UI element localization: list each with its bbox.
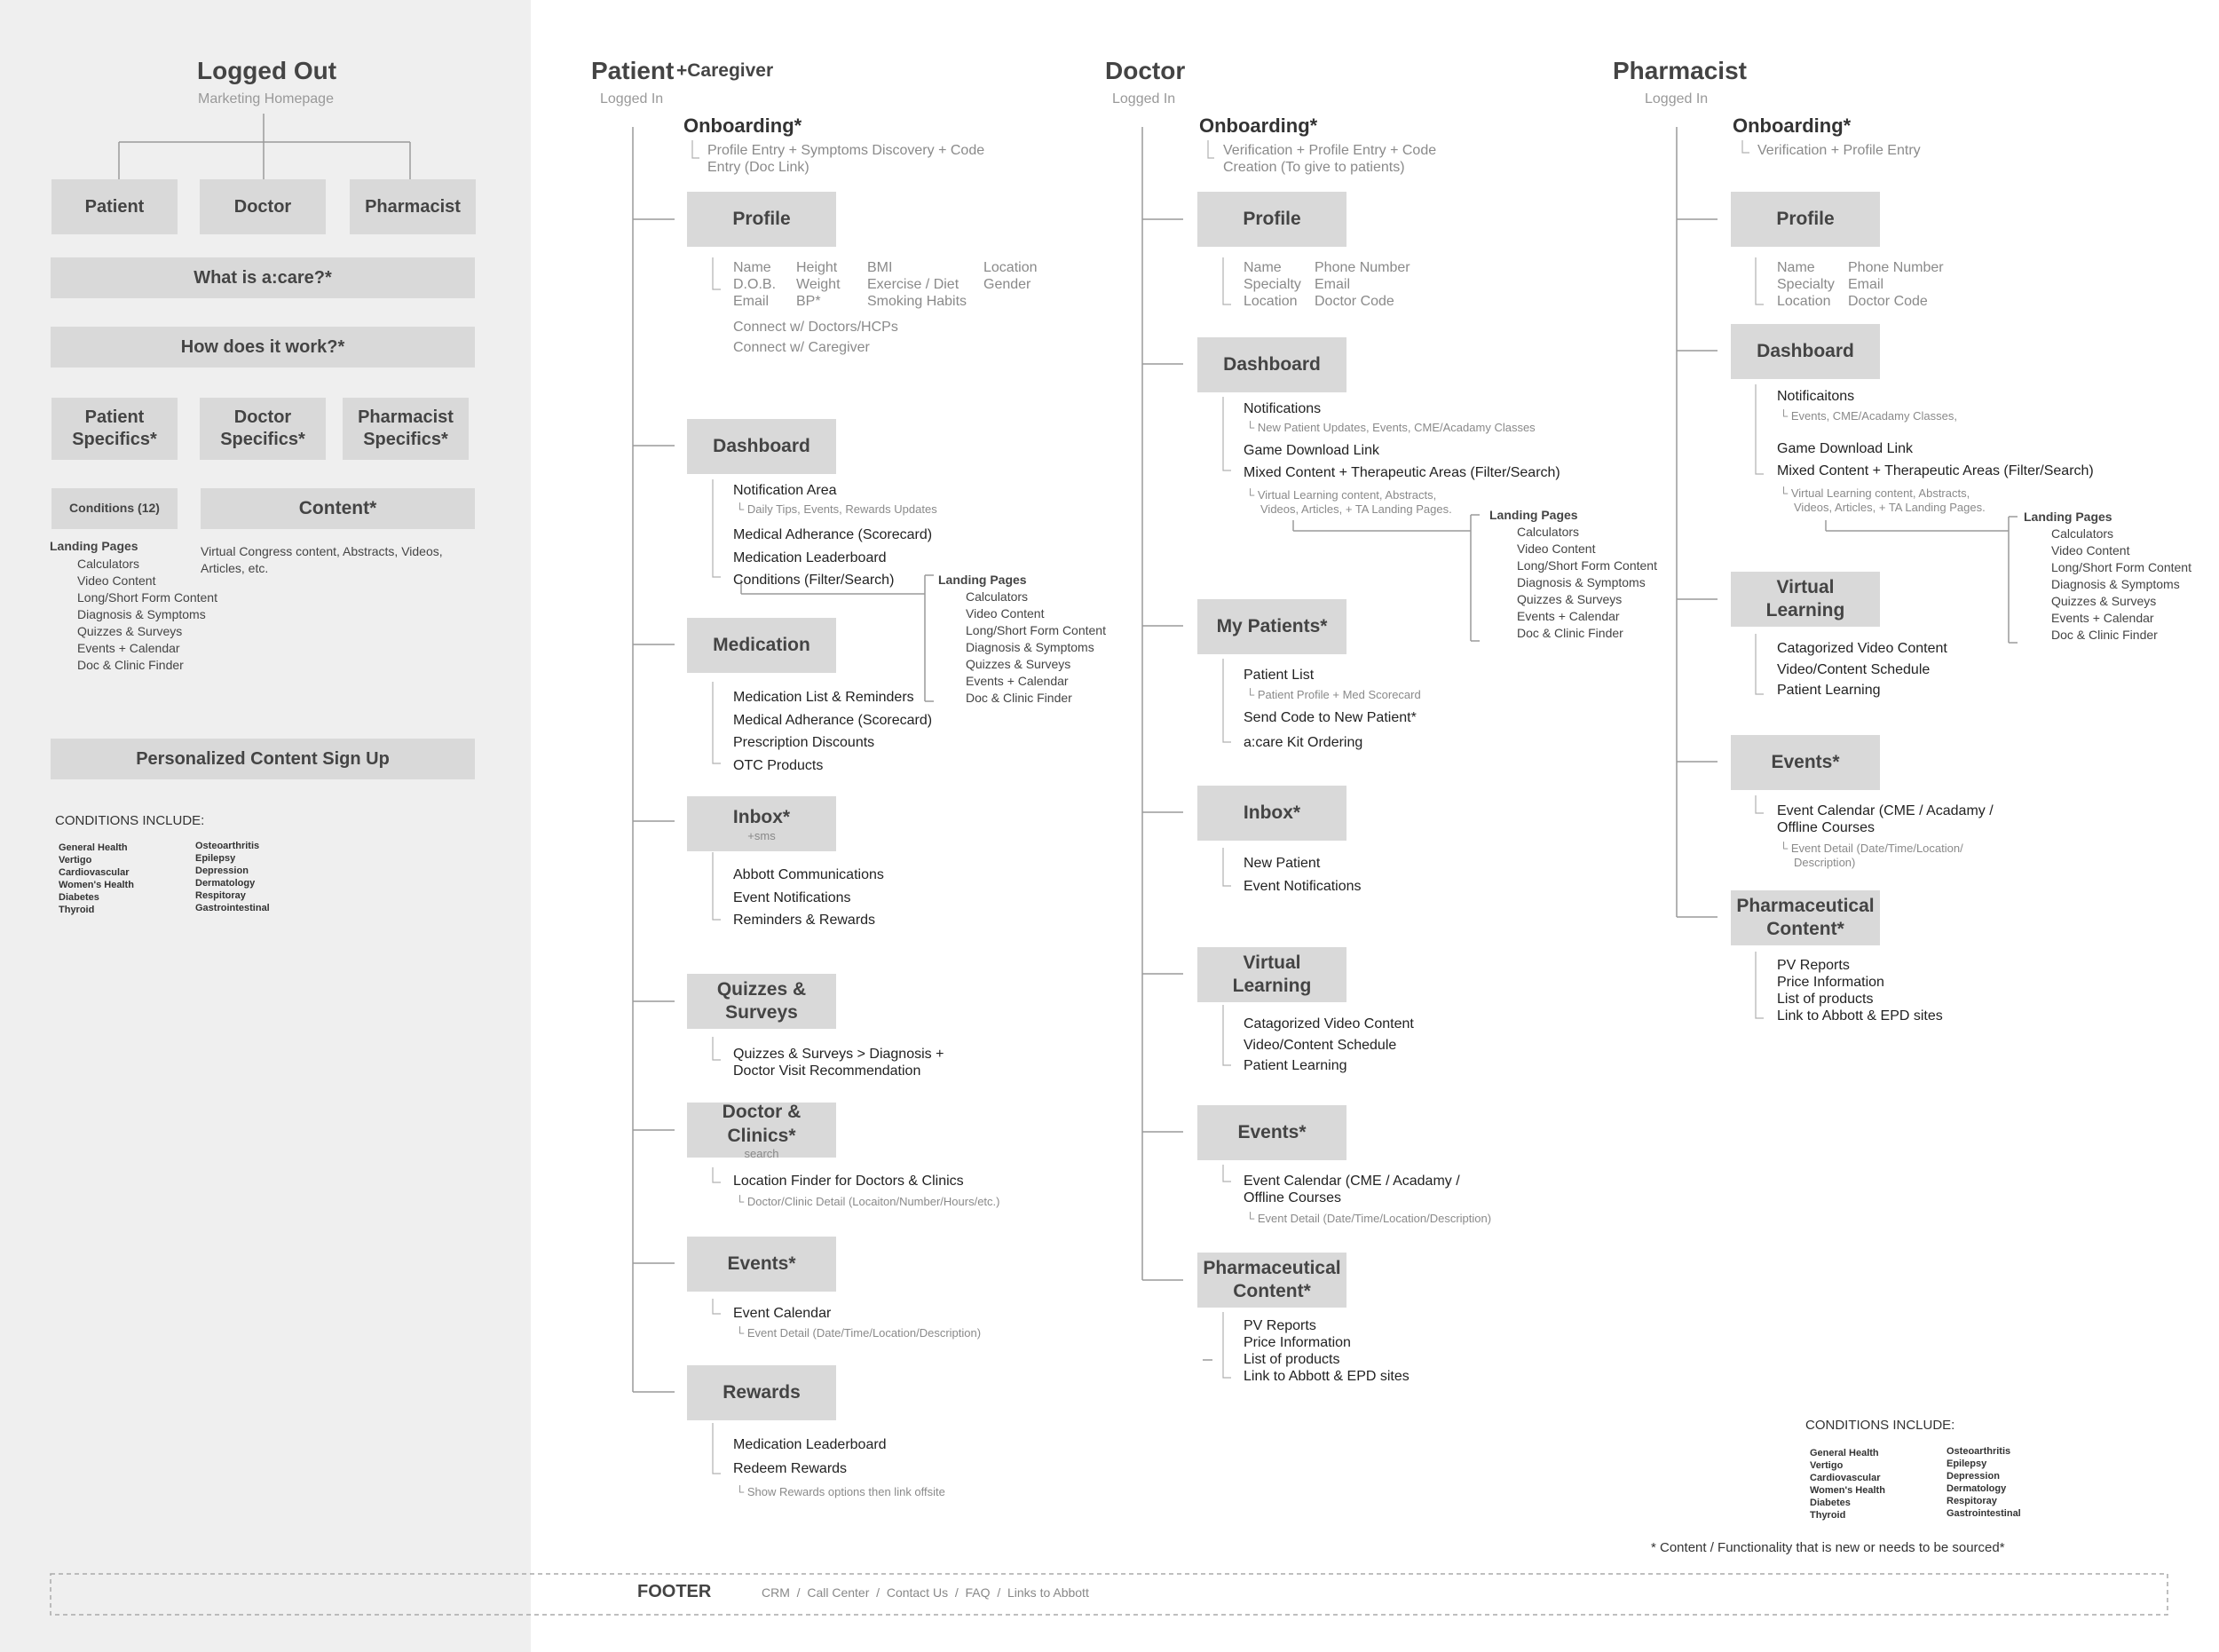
field-label: BMI	[867, 260, 893, 275]
connect-item[interactable]: Connect w/ Caregiver	[733, 340, 870, 355]
field-label: BP*	[796, 294, 821, 309]
pharmacist-game-link[interactable]: Game Download Link	[1777, 441, 1913, 456]
list-item[interactable]: Diagnosis & Symptoms	[2051, 577, 2180, 591]
pharmacist-virtual-node[interactable]	[1731, 572, 1880, 627]
patient-doc-detail: └ Doctor/Clinic Detail (Locaiton/Number/Hours/etc.)	[736, 1195, 1000, 1208]
doctor-kit-ordering[interactable]: a:care Kit Ordering	[1244, 735, 1363, 750]
lo-content-desc	[201, 543, 443, 577]
pharmacist-conditions-col1	[1810, 1447, 1885, 1522]
field-label: Location	[1244, 294, 1298, 309]
patient-onboarding[interactable]: Onboarding*	[683, 115, 802, 137]
desc-line: Creation (To give to patients)	[1223, 160, 1405, 175]
pharmacist-virtual-label-2: Learning	[1765, 600, 1845, 620]
patient-profile-col4	[983, 259, 1038, 293]
content-desc-line: Articles, etc.	[201, 561, 269, 575]
list-item[interactable]: Quizzes & Surveys	[77, 624, 183, 638]
patient-quizzes-label-1: Quizzes &	[716, 978, 807, 1000]
condition-item: Diabetes	[1810, 1498, 1851, 1508]
desc-line: Verification + Profile Entry + Code	[1223, 143, 1437, 158]
patient-profile-col1	[733, 259, 776, 310]
field-label: Gender	[983, 277, 1031, 292]
field-label: Specialty	[1244, 277, 1301, 292]
doctor-virtual-items	[1244, 1014, 1414, 1077]
list-item[interactable]: Medication Leaderboard	[733, 549, 887, 565]
pharmacist-pharma-label-1: Pharmaceutical	[1736, 895, 1875, 916]
desc-line: Entry (Doc Link)	[707, 160, 809, 175]
footer-link-crm[interactable]: CRM	[762, 1585, 790, 1600]
list-item[interactable]: Event Notifications	[733, 889, 851, 905]
patient-doctors-node[interactable]	[687, 1103, 836, 1158]
field-label: Weight	[796, 277, 841, 292]
patient-event-item[interactable]: Event Calendar	[733, 1306, 832, 1321]
field-label: Phone Number	[1315, 260, 1410, 275]
detail-line: Description)	[1794, 856, 1856, 869]
list-item[interactable]: Patient Learning	[1244, 1058, 1347, 1073]
field-label: Name	[1777, 260, 1815, 275]
doctor-mixed-content[interactable]: Mixed Content + Therapeutic Areas (Filter/Search)	[1244, 465, 1560, 480]
patient-connect	[733, 317, 898, 358]
field-label: Phone Number	[1848, 260, 1944, 275]
condition-item: General Health	[59, 842, 128, 853]
list-item[interactable]: Video Content	[1517, 541, 1596, 556]
field-label: Email	[1848, 277, 1884, 292]
lo-how-works-label: How does it work?*	[180, 336, 345, 357]
doctor-event-detail: └ Event Detail (Date/Time/Location/Description)	[1246, 1212, 1492, 1225]
footer-sep: /	[876, 1585, 880, 1600]
patient-reward-detail: └ Show Rewards options then link offsite	[736, 1485, 945, 1498]
lo-doctor-specifics-node[interactable]	[200, 398, 326, 460]
patient-inbox-items	[733, 864, 884, 932]
doctor-subtitle: Logged In	[1112, 91, 1176, 107]
condition-item: Gastrointestinal	[195, 903, 270, 913]
list-item[interactable]: Price Information	[1777, 975, 1884, 990]
doctor-title: Doctor	[1105, 57, 1186, 84]
lo-doctor-label: Doctor	[233, 196, 292, 217]
list-item[interactable]: Redeem Rewards	[733, 1461, 848, 1476]
condition-item: Cardiovascular	[59, 867, 130, 878]
list-item[interactable]: Abbott Communications	[733, 867, 884, 882]
doctor-dashboard-node[interactable]	[1197, 337, 1346, 392]
patient-landing-title: Landing Pages	[938, 573, 1027, 587]
patient-landing-list	[966, 589, 1106, 707]
list-item[interactable]: OTC Products	[733, 757, 824, 773]
lo-landing-title: Landing Pages	[50, 539, 138, 553]
list-item[interactable]: Patient Learning	[1777, 683, 1881, 698]
detail-line: └ Event Detail (Date/Time/Location/	[1780, 842, 1963, 855]
list-item[interactable]: Medication List & Reminders	[733, 690, 914, 705]
doctor-send-code[interactable]: Send Code to New Patient*	[1244, 710, 1417, 725]
list-item[interactable]: Catagorized Video Content	[1777, 641, 1947, 656]
pharmacist-mixed-content[interactable]: Mixed Content + Therapeutic Areas (Filter/Search)	[1777, 463, 2094, 478]
lo-patient-label: Patient	[84, 196, 145, 217]
doctor-dashboard-label: Dashboard	[1223, 353, 1321, 375]
list-item[interactable]: Calculators	[2051, 526, 2114, 541]
doctor-profile-node[interactable]	[1197, 192, 1346, 247]
footer-link-contact[interactable]: Contact Us	[886, 1585, 949, 1600]
doctor-pharma-items	[1244, 1317, 1410, 1385]
lo-doctor-specifics-label-1: Doctor	[233, 407, 292, 427]
pharmacist-events-label: Events*	[1771, 751, 1840, 772]
patient-inbox-node[interactable]	[687, 796, 836, 851]
lo-pharm-specifics-label-1: Pharmacist	[358, 407, 454, 427]
pharmacist-dashboard-node[interactable]	[1731, 324, 1880, 379]
lo-patient-specifics-node[interactable]	[51, 398, 178, 460]
list-item[interactable]: Events + Calendar	[966, 674, 1069, 688]
list-item[interactable]: Doc & Clinic Finder	[966, 691, 1072, 705]
list-item[interactable]: PV Reports	[1777, 958, 1850, 973]
list-item[interactable]: Doc & Clinic Finder	[1517, 626, 1623, 640]
pharmacist-mixed-detail	[1780, 486, 1986, 515]
field-label: Height	[796, 260, 838, 275]
patient-doctors-label: Doctor & Clinics*	[722, 1102, 802, 1146]
list-item[interactable]: Quizzes & Surveys	[2051, 594, 2157, 608]
doctor-notifications[interactable]: Notifications	[1244, 401, 1322, 416]
pharmacist-title: Pharmacist	[1613, 57, 1747, 84]
lo-pharmacist-specifics-node[interactable]	[343, 398, 469, 460]
list-item[interactable]: Video/Content Schedule	[1244, 1037, 1397, 1053]
patient-profile-label: Profile	[732, 208, 791, 229]
field-label: Location	[1777, 294, 1831, 309]
patient-inbox-sub: +sms	[747, 828, 776, 842]
footer-label: FOOTER	[637, 1582, 712, 1601]
list-item[interactable]: Calculators	[77, 557, 140, 571]
patient-dash-items	[733, 524, 932, 592]
condition-item: Thyroid	[1810, 1510, 1846, 1521]
event-detail-text: Event Detail (Date/Time/Location/	[1790, 842, 1963, 855]
patient-quizzes-label-2: Surveys	[725, 1002, 798, 1023]
patient-rewards-node[interactable]	[687, 1365, 836, 1420]
list-item[interactable]: Doctor Visit Recommendation	[733, 1063, 921, 1079]
condition-item: Depression	[1947, 1471, 2000, 1482]
mixed-detail-text: Virtual Learning content, Abstracts,	[1790, 486, 1970, 500]
list-item[interactable]: Offline Courses	[1244, 1190, 1341, 1205]
pharmacist-profile-label: Profile	[1776, 208, 1835, 229]
list-item[interactable]: Calculators	[1517, 525, 1580, 539]
list-item[interactable]: Link to Abbott & EPD sites	[1244, 1369, 1410, 1384]
lo-pharmacist-label: Pharmacist	[365, 196, 461, 217]
pharmacist-landing-list	[2051, 526, 2191, 644]
lo-content-label: Content*	[298, 497, 377, 518]
field-label: Name	[1244, 260, 1282, 275]
lo-what-is-node[interactable]	[51, 257, 475, 298]
condition-item: Women's Health	[59, 880, 134, 890]
doctor-onboarding-desc	[1223, 142, 1436, 176]
doctor-inbox-node[interactable]	[1197, 786, 1346, 841]
field-label: Location	[983, 260, 1038, 275]
logged-out-subtitle: Marketing Homepage	[198, 91, 334, 107]
condition-item: Cardiovascular	[1810, 1473, 1881, 1483]
doctor-events-node[interactable]	[1197, 1105, 1346, 1160]
list-item[interactable]: Doc & Clinic Finder	[77, 658, 184, 672]
condition-item: Depression	[195, 866, 249, 876]
list-item[interactable]: Diagnosis & Symptoms	[77, 607, 206, 621]
lo-signup-node[interactable]	[51, 739, 475, 779]
pharmacist-event-detail	[1780, 842, 1963, 870]
patient-detail-text: Patient Profile + Med Scorecard	[1257, 688, 1421, 701]
field-label: Doctor Code	[1315, 294, 1394, 309]
doctor-game-link[interactable]: Game Download Link	[1244, 443, 1379, 458]
patient-subtitle: Logged In	[600, 91, 664, 107]
list-item[interactable]: Long/Short Form Content	[77, 590, 217, 605]
lo-patient-specifics-label-1: Patient	[84, 407, 145, 427]
list-item[interactable]: Events + Calendar	[1517, 609, 1620, 623]
patient-medication-node[interactable]	[687, 618, 836, 673]
doctor-my-patients-node[interactable]	[1197, 599, 1346, 654]
patient-title: Patient	[591, 57, 675, 84]
doctor-onboarding[interactable]: Onboarding*	[1199, 115, 1318, 137]
doctor-mixed-detail	[1246, 488, 1452, 517]
list-item[interactable]: Events + Calendar	[2051, 611, 2154, 625]
pharmacist-event-item	[1777, 802, 1994, 836]
lo-content-node[interactable]	[201, 488, 475, 529]
patient-events-label: Events*	[727, 1253, 796, 1274]
doctor-event-item	[1244, 1173, 1460, 1206]
condition-item: Epilepsy	[195, 853, 236, 864]
pharmacist-virtual-label-1: Virtual	[1776, 576, 1835, 597]
detail-line: └ Virtual Learning content, Abstracts,	[1780, 486, 1970, 500]
patient-quizzes-node[interactable]	[687, 974, 836, 1029]
patient-doc-item[interactable]: Location Finder for Doctors & Clinics	[733, 1174, 964, 1189]
doctor-virtual-label-1: Virtual	[1243, 952, 1301, 973]
doctor-patient-list[interactable]: Patient List	[1244, 668, 1315, 683]
condition-item: General Health	[1810, 1448, 1879, 1458]
pharmacist-subtitle: Logged In	[1645, 91, 1709, 107]
lo-conditions-title: CONDITIONS INCLUDE:	[55, 813, 205, 828]
patient-events-node[interactable]	[687, 1237, 836, 1292]
lo-pharm-specifics-label-2: Specifics*	[363, 430, 448, 449]
list-item[interactable]: Long/Short Form Content	[966, 623, 1106, 637]
list-item[interactable]: PV Reports	[1244, 1318, 1316, 1333]
doctor-events-label: Events*	[1237, 1121, 1307, 1142]
pharmacist-profile-node[interactable]	[1731, 192, 1880, 247]
list-item[interactable]: Medical Adherance (Scorecard)	[733, 527, 933, 542]
patient-dashboard-node[interactable]	[687, 419, 836, 474]
list-item[interactable]: Long/Short Form Content	[1517, 558, 1657, 573]
list-item[interactable]: List of products	[1244, 1352, 1340, 1367]
doctor-inbox-items	[1244, 852, 1362, 898]
list-item[interactable]: Event Notifications	[1244, 879, 1362, 894]
doctor-pharma-node[interactable]	[1197, 1253, 1346, 1308]
pharmacist-onboarding-desc: Verification + Profile Entry	[1757, 143, 1921, 158]
legend-note: * Content / Functionality that is new or needs to be sourced*	[1651, 1540, 2005, 1555]
list-item[interactable]: Conditions (Filter/Search)	[733, 573, 895, 588]
doctor-patient-detail: └ Patient Profile + Med Scorecard	[1246, 688, 1421, 701]
lo-doctor-node[interactable]	[200, 179, 326, 234]
list-item[interactable]: Video Content	[77, 573, 156, 588]
list-item[interactable]: Doc & Clinic Finder	[2051, 628, 2158, 642]
field-label: Exercise / Diet	[867, 277, 959, 292]
condition-item: Respitoray	[195, 890, 246, 901]
list-item[interactable]: Calculators	[966, 589, 1029, 604]
pharmacist-onboarding[interactable]: Onboarding*	[1733, 115, 1852, 137]
condition-item: Osteoarthritis	[1947, 1446, 2011, 1457]
lo-what-is-label: What is a:care?*	[193, 267, 332, 288]
list-item[interactable]: Video Content	[966, 606, 1045, 620]
event-detail-text: Event Detail (Date/Time/Location/Description)	[746, 1326, 982, 1340]
doctor-landing-list	[1517, 524, 1657, 642]
list-item[interactable]: Diagnosis & Symptoms	[1517, 575, 1646, 589]
field-label: Email	[1315, 277, 1351, 292]
lo-conditions-col1	[59, 842, 134, 916]
list-item[interactable]: Offline Courses	[1777, 820, 1875, 835]
pharmacist-notifications[interactable]: Notificaitons	[1777, 389, 1855, 404]
pharmacist-pharma-label-2: Content*	[1766, 919, 1844, 939]
list-item[interactable]: Diagnosis & Symptoms	[966, 640, 1094, 654]
field-label: Name	[733, 260, 771, 275]
patient-dashboard-label: Dashboard	[713, 435, 810, 456]
lo-conditions-node[interactable]	[51, 488, 178, 529]
footer-sep: /	[997, 1585, 1001, 1600]
footer-link-faq[interactable]: FAQ	[965, 1585, 991, 1600]
detail-line: Videos, Articles, + TA Landing Pages.	[1260, 502, 1452, 516]
footer-links	[762, 1585, 1089, 1600]
condition-item: Women's Health	[1810, 1485, 1885, 1496]
list-item[interactable]: Catagorized Video Content	[1244, 1016, 1414, 1032]
lo-patient-specifics-label-2: Specifics*	[72, 430, 157, 449]
field-label: Specialty	[1777, 277, 1835, 292]
patient-profile-col2	[796, 259, 841, 310]
field-label: Smoking Habits	[867, 294, 967, 309]
lo-signup-label: Personalized Content Sign Up	[136, 748, 390, 769]
doctor-notif-detail: └ New Patient Updates, Events, CME/Acadamy Classes	[1246, 421, 1536, 434]
patient-rewards-label: Rewards	[723, 1381, 801, 1403]
patient-med-items	[733, 686, 932, 777]
lo-conditions-col2	[195, 840, 270, 914]
condition-item: Osteoarthritis	[195, 841, 260, 851]
doctor-pharma-label-1: Pharmaceutical	[1203, 1257, 1341, 1278]
patient-title-extra: +Caregiver	[676, 60, 774, 81]
logged-out-title: Logged Out	[197, 57, 337, 84]
condition-item: Vertigo	[59, 855, 92, 866]
field-label: Doctor Code	[1848, 294, 1928, 309]
list-item[interactable]: Quizzes & Surveys > Diagnosis +	[733, 1047, 944, 1062]
pharmacist-landing-title: Landing Pages	[2024, 510, 2112, 524]
patient-reward-items	[733, 1433, 887, 1481]
footer-link-call-center[interactable]: Call Center	[807, 1585, 870, 1600]
list-item[interactable]: Quizzes & Surveys	[1517, 592, 1623, 606]
notif-detail-text: Daily Tips, Events, Rewards Updates	[746, 502, 937, 516]
doctor-profile-col2	[1315, 259, 1410, 310]
condition-item: Thyroid	[59, 905, 95, 915]
footer-sep: /	[954, 1585, 959, 1600]
content-desc-line: Virtual Congress content, Abstracts, Videos,	[201, 544, 443, 558]
lo-conditions-label: Conditions (12)	[69, 501, 160, 516]
pharmacist-dashboard-label: Dashboard	[1757, 340, 1854, 361]
patient-doctors-sub: search	[744, 1146, 779, 1160]
lo-how-works-node[interactable]	[51, 327, 475, 368]
reward-detail-text: Show Rewards options then link offsite	[746, 1485, 945, 1498]
patient-profile-node[interactable]	[687, 192, 836, 247]
list-item[interactable]: Reminders & Rewards	[733, 913, 876, 928]
field-label: Email	[733, 294, 770, 309]
lo-doctor-specifics-label-2: Specifics*	[220, 430, 305, 449]
pharmacist-virtual-items	[1777, 638, 1947, 701]
condition-item: Gastrointestinal	[1947, 1508, 2021, 1519]
doctor-pharma-label-2: Content*	[1233, 1281, 1311, 1301]
list-item[interactable]: List of products	[1777, 992, 1874, 1007]
doctor-inbox-label: Inbox*	[1243, 802, 1301, 823]
detail-line: └ Virtual Learning content, Abstracts,	[1246, 488, 1437, 502]
pharmacist-conditions-title: CONDITIONS INCLUDE:	[1805, 1418, 1955, 1433]
doctor-my-patients-label: My Patients*	[1216, 615, 1328, 636]
list-item[interactable]: Quizzes & Surveys	[966, 657, 1071, 671]
field-label: D.O.B.	[733, 277, 777, 292]
list-item[interactable]: Price Information	[1244, 1335, 1351, 1350]
mixed-detail-text: Virtual Learning content, Abstracts,	[1257, 488, 1437, 502]
condition-item: Vertigo	[1810, 1460, 1844, 1471]
pharmacist-pharma-items	[1777, 957, 1943, 1024]
patient-notif-detail: └ Daily Tips, Events, Rewards Updates	[736, 502, 937, 516]
pharmacist-events-node[interactable]	[1731, 735, 1880, 790]
pharmacist-profile-col2	[1848, 259, 1944, 310]
condition-item: Dermatology	[195, 878, 256, 889]
footer-sep: /	[796, 1585, 801, 1600]
patient-medication-label: Medication	[713, 634, 810, 655]
lo-pharmacist-node[interactable]	[350, 179, 476, 234]
list-item[interactable]: Medication Leaderboard	[733, 1437, 887, 1452]
list-item[interactable]: New Patient	[1244, 856, 1321, 871]
patient-profile-col3	[867, 259, 967, 310]
doctor-profile-col1	[1244, 259, 1301, 310]
list-item[interactable]: Long/Short Form Content	[2051, 560, 2191, 574]
patient-inbox-label: Inbox*	[732, 807, 791, 828]
doctor-virtual-label-2: Learning	[1232, 976, 1312, 996]
condition-item: Diabetes	[59, 892, 99, 903]
connect-item[interactable]: Connect w/ Doctors/HCPs	[733, 320, 898, 335]
list-item[interactable]: Link to Abbott & EPD sites	[1777, 1008, 1943, 1024]
footer-link-abbott[interactable]: Links to Abbott	[1007, 1585, 1089, 1600]
list-item[interactable]: Event Calendar (CME / Acadamy /	[1244, 1174, 1460, 1189]
patient-onboarding-desc	[707, 142, 984, 176]
doctor-virtual-node[interactable]	[1197, 947, 1346, 1002]
pharmacist-notif-detail: └ Events, CME/Acadamy Classes,	[1780, 409, 1957, 423]
list-item[interactable]: Medical Adherance (Scorecard)	[733, 712, 933, 728]
notif-detail-text: Events, CME/Acadamy Classes,	[1790, 409, 1957, 423]
list-item[interactable]: Prescription Discounts	[733, 735, 875, 750]
lo-patient-node[interactable]	[51, 179, 178, 234]
list-item[interactable]: Video/Content Schedule	[1777, 661, 1931, 677]
pharmacist-conditions-col2	[1947, 1445, 2021, 1520]
patient-quiz-items	[733, 1046, 944, 1079]
event-detail-text: Event Detail (Date/Time/Location/Description)	[1257, 1212, 1492, 1225]
notif-detail-text: New Patient Updates, Events, CME/Acadamy Classes	[1257, 421, 1536, 434]
doc-detail-text: Doctor/Clinic Detail (Locaiton/Number/Hours/etc.)	[746, 1195, 1000, 1208]
condition-item: Dermatology	[1947, 1483, 2007, 1494]
list-item[interactable]: Video Content	[2051, 543, 2130, 557]
patient-event-detail: └ Event Detail (Date/Time/Location/Description)	[736, 1326, 982, 1340]
desc-line: Profile Entry + Symptoms Discovery + Code	[707, 143, 985, 158]
condition-item: Respitoray	[1947, 1496, 1997, 1506]
doctor-landing-title: Landing Pages	[1489, 508, 1578, 522]
doctor-profile-label: Profile	[1243, 208, 1301, 229]
list-item[interactable]: Event Calendar (CME / Acadamy /	[1777, 803, 1994, 818]
lo-landing-list	[77, 556, 217, 674]
pharmacist-pharma-node[interactable]	[1731, 890, 1880, 945]
pharmacist-profile-col1	[1777, 259, 1835, 310]
detail-line: Videos, Articles, + TA Landing Pages.	[1794, 501, 1986, 514]
patient-notif-area[interactable]: Notification Area	[733, 483, 837, 498]
list-item[interactable]: Events + Calendar	[77, 641, 180, 655]
condition-item: Epilepsy	[1947, 1458, 1987, 1469]
